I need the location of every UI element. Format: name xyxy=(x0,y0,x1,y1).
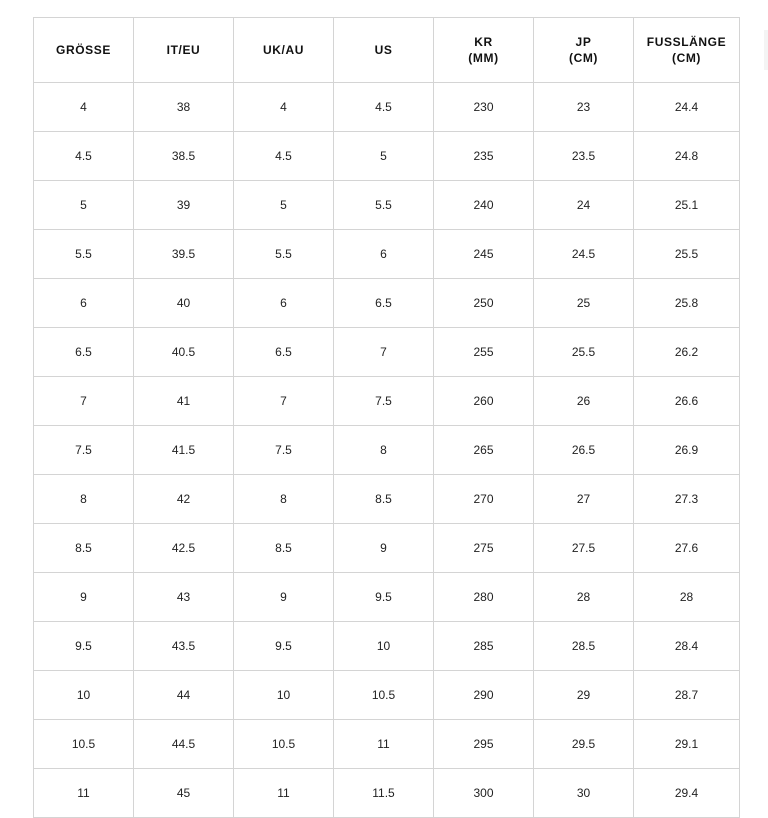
cell-uk-au: 8.5 xyxy=(234,524,334,573)
cell-uk-au: 9.5 xyxy=(234,622,334,671)
table-row xyxy=(34,426,740,475)
cell-it-eu: 45 xyxy=(134,769,234,818)
header-groesse: GRÖSSE xyxy=(34,18,134,83)
cell-it-eu: 39 xyxy=(134,181,234,230)
cell-uk-au: 10.5 xyxy=(234,720,334,769)
cell-kr-mm: 300 xyxy=(434,769,534,818)
table-row xyxy=(34,720,740,769)
cell-uk-au: 4 xyxy=(234,83,334,132)
header-us: US xyxy=(334,18,434,83)
cell-it-eu: 44 xyxy=(134,671,234,720)
cell-groesse: 4 xyxy=(34,83,134,132)
cell-jp-cm: 27 xyxy=(534,475,634,524)
cell-jp-cm: 28 xyxy=(534,573,634,622)
cell-groesse: 10 xyxy=(34,671,134,720)
header-it-eu: IT/EU xyxy=(134,18,234,83)
cell-jp-cm: 28.5 xyxy=(534,622,634,671)
cell-us: 7.5 xyxy=(334,377,434,426)
cell-kr-mm: 250 xyxy=(434,279,534,328)
cell-fusslaenge-cm: 29.1 xyxy=(634,720,740,769)
cell-jp-cm: 24.5 xyxy=(534,230,634,279)
header-row xyxy=(34,18,740,83)
cell-kr-mm: 290 xyxy=(434,671,534,720)
cell-uk-au: 5 xyxy=(234,181,334,230)
cell-uk-au: 9 xyxy=(234,573,334,622)
cell-kr-mm: 245 xyxy=(434,230,534,279)
cell-jp-cm: 30 xyxy=(534,769,634,818)
size-chart-body xyxy=(34,83,740,818)
cell-groesse: 6 xyxy=(34,279,134,328)
cell-uk-au: 11 xyxy=(234,769,334,818)
cell-groesse: 7 xyxy=(34,377,134,426)
cell-us: 10 xyxy=(334,622,434,671)
table-row xyxy=(34,524,740,573)
table-row xyxy=(34,769,740,818)
cell-groesse: 9.5 xyxy=(34,622,134,671)
table-row xyxy=(34,279,740,328)
cell-uk-au: 8 xyxy=(234,475,334,524)
cell-groesse: 5.5 xyxy=(34,230,134,279)
cell-us: 9 xyxy=(334,524,434,573)
table-row xyxy=(34,671,740,720)
cell-it-eu: 42.5 xyxy=(134,524,234,573)
cell-groesse: 11 xyxy=(34,769,134,818)
header-kr: KR (MM) xyxy=(434,18,534,83)
cell-jp-cm: 27.5 xyxy=(534,524,634,573)
cell-jp-cm: 23 xyxy=(534,83,634,132)
cell-us: 6 xyxy=(334,230,434,279)
table-row xyxy=(34,377,740,426)
cell-uk-au: 7.5 xyxy=(234,426,334,475)
cell-us: 8 xyxy=(334,426,434,475)
cell-fusslaenge-cm: 29.4 xyxy=(634,769,740,818)
cell-fusslaenge-cm: 28.4 xyxy=(634,622,740,671)
cell-us: 8.5 xyxy=(334,475,434,524)
table-row xyxy=(34,328,740,377)
cell-jp-cm: 29.5 xyxy=(534,720,634,769)
cell-us: 11 xyxy=(334,720,434,769)
cell-fusslaenge-cm: 25.8 xyxy=(634,279,740,328)
cell-it-eu: 38.5 xyxy=(134,132,234,181)
cell-it-eu: 38 xyxy=(134,83,234,132)
cell-kr-mm: 240 xyxy=(434,181,534,230)
scrollbar-hint xyxy=(764,30,768,70)
cell-kr-mm: 280 xyxy=(434,573,534,622)
cell-kr-mm: 270 xyxy=(434,475,534,524)
cell-us: 6.5 xyxy=(334,279,434,328)
cell-it-eu: 40 xyxy=(134,279,234,328)
cell-groesse: 8.5 xyxy=(34,524,134,573)
cell-us: 9.5 xyxy=(334,573,434,622)
cell-kr-mm: 260 xyxy=(434,377,534,426)
table-row xyxy=(34,132,740,181)
cell-us: 5 xyxy=(334,132,434,181)
cell-fusslaenge-cm: 24.4 xyxy=(634,83,740,132)
cell-jp-cm: 26 xyxy=(534,377,634,426)
header-jp: JP (CM) xyxy=(534,18,634,83)
cell-it-eu: 39.5 xyxy=(134,230,234,279)
cell-fusslaenge-cm: 26.6 xyxy=(634,377,740,426)
cell-fusslaenge-cm: 27.3 xyxy=(634,475,740,524)
cell-us: 11.5 xyxy=(334,769,434,818)
cell-uk-au: 6 xyxy=(234,279,334,328)
cell-jp-cm: 23.5 xyxy=(534,132,634,181)
cell-it-eu: 42 xyxy=(134,475,234,524)
cell-it-eu: 41 xyxy=(134,377,234,426)
cell-it-eu: 40.5 xyxy=(134,328,234,377)
cell-fusslaenge-cm: 26.2 xyxy=(634,328,740,377)
cell-it-eu: 44.5 xyxy=(134,720,234,769)
cell-groesse: 7.5 xyxy=(34,426,134,475)
cell-uk-au: 6.5 xyxy=(234,328,334,377)
cell-us: 7 xyxy=(334,328,434,377)
cell-fusslaenge-cm: 28 xyxy=(634,573,740,622)
size-chart-header xyxy=(34,18,740,83)
cell-jp-cm: 29 xyxy=(534,671,634,720)
cell-fusslaenge-cm: 28.7 xyxy=(634,671,740,720)
cell-jp-cm: 24 xyxy=(534,181,634,230)
cell-us: 5.5 xyxy=(334,181,434,230)
cell-jp-cm: 25 xyxy=(534,279,634,328)
cell-kr-mm: 255 xyxy=(434,328,534,377)
table-row xyxy=(34,475,740,524)
cell-kr-mm: 235 xyxy=(434,132,534,181)
cell-uk-au: 4.5 xyxy=(234,132,334,181)
table-row xyxy=(34,230,740,279)
cell-fusslaenge-cm: 27.6 xyxy=(634,524,740,573)
cell-us: 4.5 xyxy=(334,83,434,132)
cell-uk-au: 5.5 xyxy=(234,230,334,279)
cell-fusslaenge-cm: 24.8 xyxy=(634,132,740,181)
cell-groesse: 8 xyxy=(34,475,134,524)
table-row xyxy=(34,83,740,132)
cell-groesse: 5 xyxy=(34,181,134,230)
cell-groesse: 9 xyxy=(34,573,134,622)
cell-kr-mm: 265 xyxy=(434,426,534,475)
cell-us: 10.5 xyxy=(334,671,434,720)
cell-groesse: 4.5 xyxy=(34,132,134,181)
size-chart-table xyxy=(33,17,740,818)
cell-uk-au: 10 xyxy=(234,671,334,720)
cell-groesse: 10.5 xyxy=(34,720,134,769)
cell-it-eu: 43.5 xyxy=(134,622,234,671)
cell-groesse: 6.5 xyxy=(34,328,134,377)
cell-kr-mm: 285 xyxy=(434,622,534,671)
table-row xyxy=(34,181,740,230)
cell-jp-cm: 26.5 xyxy=(534,426,634,475)
table-row xyxy=(34,573,740,622)
cell-fusslaenge-cm: 25.5 xyxy=(634,230,740,279)
cell-kr-mm: 295 xyxy=(434,720,534,769)
cell-it-eu: 41.5 xyxy=(134,426,234,475)
cell-fusslaenge-cm: 25.1 xyxy=(634,181,740,230)
cell-it-eu: 43 xyxy=(134,573,234,622)
header-uk-au: UK/AU xyxy=(234,18,334,83)
cell-kr-mm: 275 xyxy=(434,524,534,573)
table-row xyxy=(34,622,740,671)
cell-fusslaenge-cm: 26.9 xyxy=(634,426,740,475)
cell-kr-mm: 230 xyxy=(434,83,534,132)
header-fusslaenge: FUSSLÄNGE (CM) xyxy=(634,18,740,83)
cell-jp-cm: 25.5 xyxy=(534,328,634,377)
cell-uk-au: 7 xyxy=(234,377,334,426)
